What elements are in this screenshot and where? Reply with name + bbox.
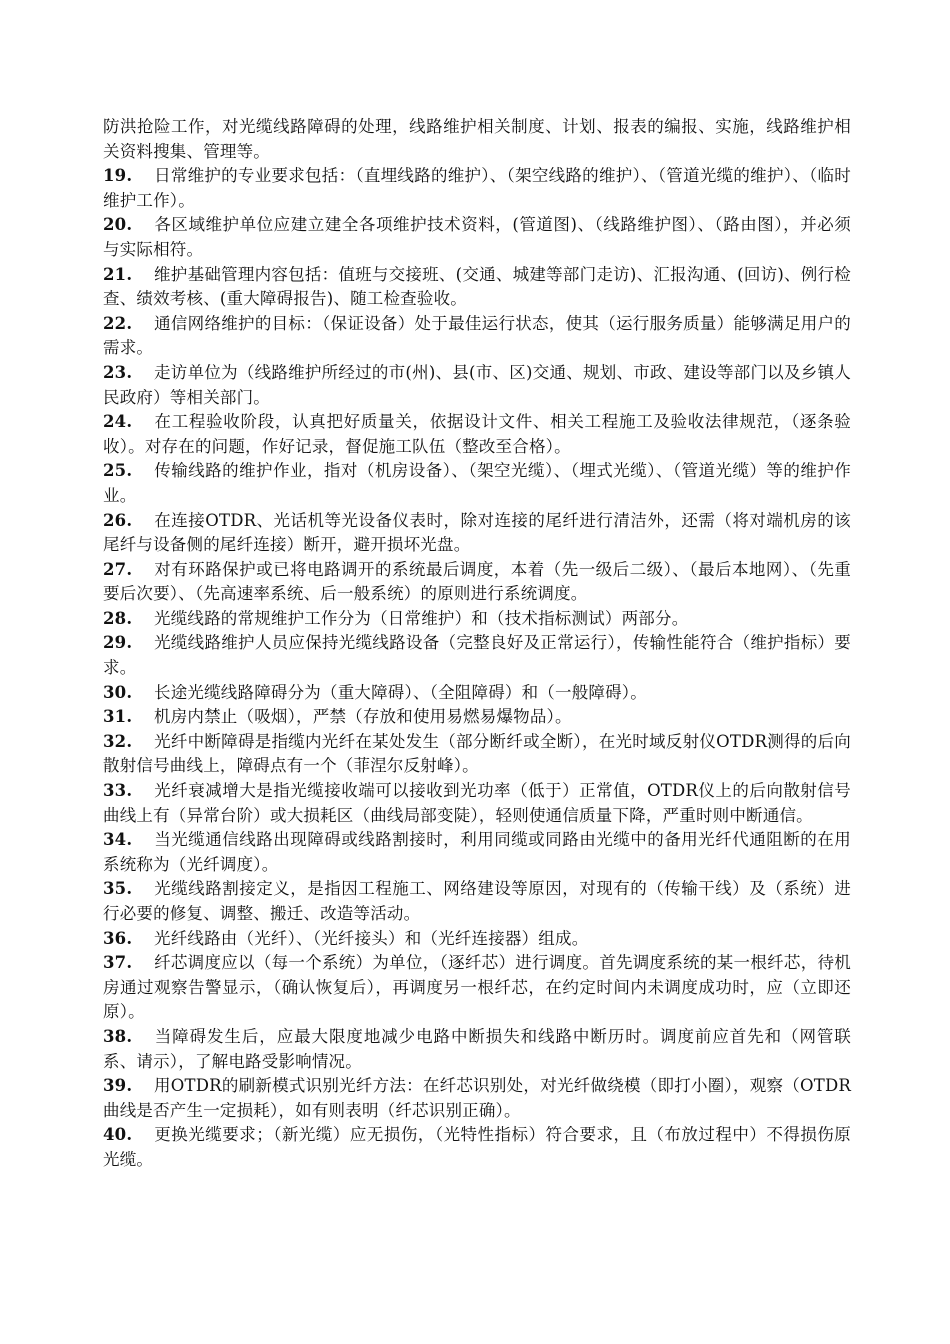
question-number: 40. (103, 1125, 133, 1145)
question-32 (103, 730, 851, 779)
question-23 (103, 361, 851, 410)
question-34 (103, 828, 851, 877)
question-26 (103, 509, 851, 558)
question-number: 24. (103, 412, 133, 432)
question-number: 30. (103, 682, 133, 702)
question-number: 28. (103, 608, 133, 628)
question-text: 更换光缆要求；（新光缆）应无损伤，（光特性指标）符合要求，且（布放过程中）不得损伤原光缆。 (103, 1125, 851, 1169)
question-number: 39. (103, 1076, 133, 1096)
question-38 (103, 1025, 851, 1074)
question-28 (103, 607, 851, 632)
question-number: 21. (103, 264, 133, 284)
question-text: 对有环路保护或已将电路调开的系统最后调度，本着（先一级后二级）、（最后本地网）、（先重要后次要）、（先高速率系统、后一般系统）的原则进行系统调度。 (103, 559, 851, 604)
question-text: 维护基础管理内容包括：值班与交接班、(交通、城建等部门走访)、汇报沟通、(回访)、例行检查、绩效考核、(重大障碍报告)、随工检查验收。 (103, 264, 851, 309)
question-text: 光纤衰减增大是指光缆接收端可以接收到光功率（低于）正常值，OTDR仪上的后向散射信号曲线上有（异常台阶）或大损耗区（曲线局部变陡），轻则使通信质量下降，严重时则中断通信。 (103, 781, 851, 825)
question-35 (103, 877, 851, 926)
question-text: 当光缆通信线路出现障碍或线路割接时，利用同缆或同路由光缆中的备用光纤代通阻断的在用系统称为（光纤调度）。 (103, 830, 851, 874)
question-number: 35. (103, 879, 133, 899)
question-number: 20. (103, 215, 133, 235)
question-21 (103, 263, 851, 312)
question-number: 34. (103, 830, 133, 850)
question-number: 31. (103, 707, 133, 727)
question-number: 19. (103, 166, 133, 186)
question-text: 当障碍发生后，应最大限度地减少电路中断损失和线路中断历时。调度前应首先和（网管联系、请示），了解电路受影响情况。 (103, 1026, 851, 1071)
question-number: 32. (103, 731, 133, 751)
question-text: 光缆线路维护人员应保持光缆线路设备（完整良好及正常运行），传输性能符合（维护指标）要求。 (103, 633, 851, 678)
question-text: 传输线路的维护作业，指对（机房设备）、（架空光缆）、（埋式光缆）、（管道光缆）等的维护作业。 (103, 461, 851, 505)
question-text: 纤芯调度应以（每一个系统）为单位，（逐纤芯）进行调度。首先调度系统的某一根纤芯，待机房通过观察告警显示，（确认恢复后），再调度另一根纤芯，在约定时间内未调度成功时，应（立即还原）。 (103, 953, 851, 1022)
question-text: 机房内禁止（吸烟），严禁（存放和使用易燃易爆物品）。 (154, 707, 572, 727)
question-40 (103, 1123, 851, 1172)
question-29 (103, 631, 851, 680)
question-37 (103, 951, 851, 1025)
question-number: 26. (103, 510, 133, 530)
question-30 (103, 681, 851, 706)
question-36 (103, 927, 851, 952)
question-text: 通信网络维护的目标：（保证设备）处于最佳运行状态，使其（运行服务质量）能够满足用户的需求。 (103, 313, 851, 358)
question-text: 光缆线路割接定义，是指因工程施工、网络建设等原因，对现有的（传输干线）及（系统）进行必要的修复、调整、搬迁、改造等活动。 (103, 879, 851, 923)
question-number: 29. (103, 633, 133, 653)
question-25 (103, 459, 851, 508)
question-19 (103, 164, 851, 213)
question-text: 在工程验收阶段，认真把好质量关，依据设计文件、相关工程施工及验收法律规范，（逐条验收）。对存在的问题，作好记录，督促施工队伍（整改至合格）。 (103, 412, 851, 456)
question-number: 38. (103, 1026, 133, 1046)
question-text: 走访单位为（线路维护所经过的市(州)、县(市、区)交通、规划、市政、建设等部门以及乡镇人民政府）等相关部门。 (103, 362, 851, 407)
question-number: 23. (103, 362, 133, 382)
document-body (103, 115, 851, 1173)
question-number: 36. (103, 928, 133, 948)
question-20 (103, 213, 851, 262)
question-24 (103, 410, 851, 459)
question-number: 37. (103, 953, 133, 973)
question-text: 光纤线路由（光纤）、（光纤接头）和（光纤连接器）组成。 (154, 928, 589, 948)
question-text: 用OTDR的刷新模式识别光纤方法：在纤芯识别处，对光纤做绕模（即打小圈），观察（OTDR曲线是否产生一定损耗），如有则表明（纤芯识别正确）。 (103, 1076, 851, 1120)
question-22 (103, 312, 851, 361)
question-text: 在连接OTDR、光话机等光设备仪表时，除对连接的尾纤进行清洁外，还需（将对端机房的该尾纤与设备侧的尾纤连接）断开，避开损坏光盘。 (103, 510, 851, 555)
question-text: 光缆线路的常规维护工作分为（日常维护）和（技术指标测试）两部分。 (154, 608, 689, 628)
question-text: 各区域维护单位应建立建全各项维护技术资料，(管道图)、（线路维护图）、（路由图），并必须与实际相符。 (103, 215, 851, 259)
question-number: 22. (103, 313, 133, 333)
question-text: 长途光缆线路障碍分为（重大障碍）、（全阻障碍）和（一般障碍）。 (154, 682, 647, 702)
question-number: 33. (103, 781, 133, 801)
question-31 (103, 705, 851, 730)
intro-paragraph: 防洪抢险工作，对光缆线路障碍的处理，线路维护相关制度、计划、报表的编报、实施，线路维护相关资料搜集、管理等。 (103, 117, 851, 161)
question-text: 光纤中断障碍是指缆内光纤在某处发生（部分断纤或全断），在光时域反射仪OTDR测得的后向散射信号曲线上，障碍点有一个（菲涅尔反射峰）。 (103, 731, 851, 776)
question-33 (103, 779, 851, 828)
question-number: 27. (103, 559, 133, 579)
question-39 (103, 1074, 851, 1123)
question-text: 日常维护的专业要求包括：（直埋线路的维护）、（架空线路的维护）、（管道光缆的维护）、（临时维护工作）。 (103, 166, 851, 210)
question-27 (103, 558, 851, 607)
question-number: 25. (103, 461, 133, 481)
